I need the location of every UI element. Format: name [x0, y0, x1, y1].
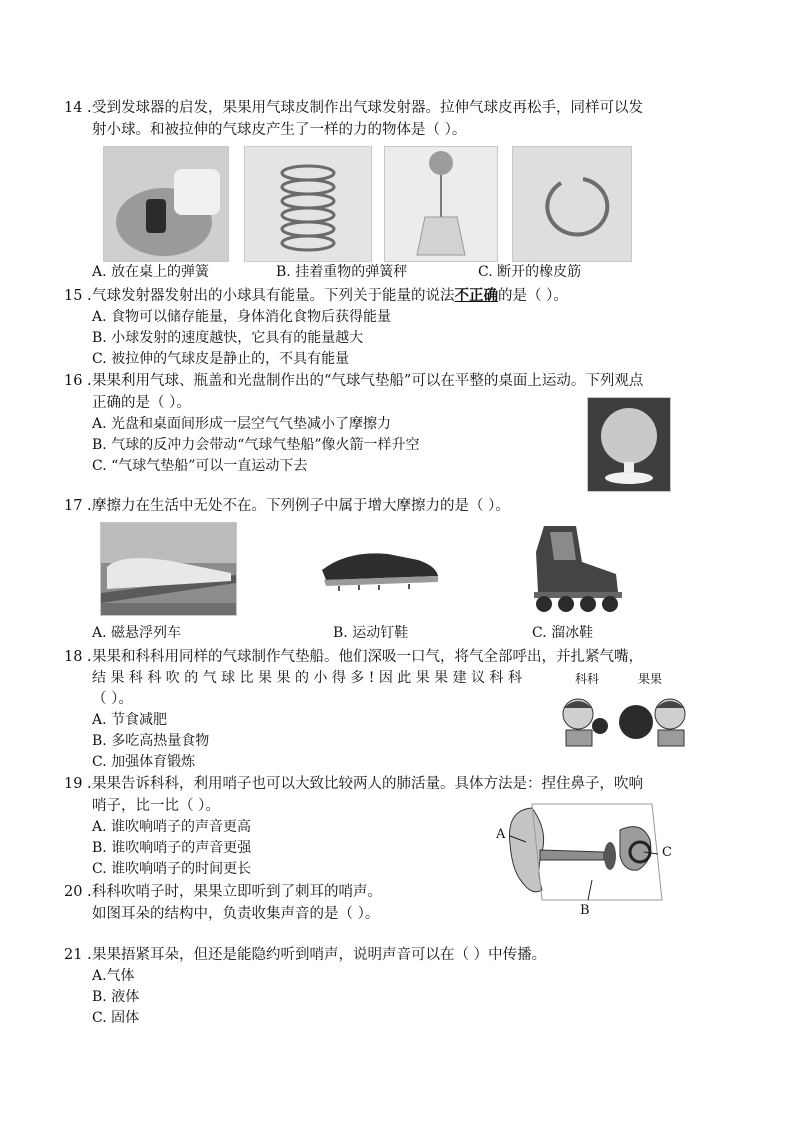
question-text: 科科吹哨子时，果果立即听到了刺耳的哨声。 [92, 884, 382, 900]
option-a[interactable]: A. 谁吹响哨子的声音更高 [92, 819, 252, 835]
question-text-part: 气球发射器发射出的小球具有能量。下列关于能量的说法 [92, 288, 455, 304]
option-b[interactable]: B. 谁吹响哨子的声音更强 [92, 840, 252, 856]
option-c[interactable]: C. 断开的橡皮筋 [478, 264, 582, 280]
question-number: 16 . [64, 373, 92, 389]
emphasis-text: 不正确 [454, 287, 498, 304]
option-c[interactable]: C. 谁吹响哨子的时间更长 [92, 861, 252, 877]
option-c[interactable]: C. 加强体育锻炼 [92, 754, 196, 770]
maglev-train-image [100, 522, 237, 616]
figure-label-left: 科科 [575, 672, 600, 686]
hand-squeezing-image [103, 146, 229, 262]
option-c[interactable]: C. 被拉伸的气球皮是静止的，不具有能量 [92, 351, 350, 367]
question-number: 20 . [64, 884, 92, 900]
option-a[interactable]: A. 磁悬浮列车 [92, 625, 182, 641]
question-text: 如图耳朵的结构中，负责收集声音的是（ ）。 [92, 906, 380, 922]
figure-label-right: 果果 [638, 672, 663, 686]
ear-diagram [492, 800, 678, 920]
question-text: 果果捂紧耳朵，但还是能隐约听到哨声，说明声音可以在（ ）中传播。 [92, 947, 547, 963]
question-text: 果果和科科用同样的气球制作气垫船。他们深吸一口气，将气全部呼出，并扎紧气嘴， [92, 649, 643, 665]
spike-shoe-image [318, 540, 442, 592]
option-b[interactable]: B. 液体 [92, 989, 140, 1005]
question-text: 正确的是（ ）。 [92, 395, 191, 411]
option-a[interactable]: A. 放在桌上的弹簧 [92, 264, 210, 280]
question-text: 果果告诉科科，利用哨子也可以大致比较两人的肺活量。具体方法是：捏住鼻子，吹响 [92, 776, 643, 792]
spring-image [244, 146, 372, 262]
question-number: 14 . [64, 100, 92, 116]
option-a[interactable]: A. 节食减肥 [92, 712, 168, 728]
option-a[interactable]: A. 光盘和桌面间形成一层空气气垫减小了摩擦力 [92, 416, 392, 432]
spring-scale-image [384, 146, 498, 262]
children-balloons-image [558, 692, 696, 748]
option-b[interactable]: B. 挂着重物的弹簧秤 [276, 264, 408, 280]
question-text: 受到发球器的启发，果果用气球皮制作出气球发射器。拉伸气球皮再松手，同样可以发 [92, 100, 643, 116]
balloon-hovercraft-image [587, 397, 671, 492]
question-number: 18 . [64, 649, 92, 665]
question-text: 果果利用气球、瓶盖和光盘制作出的“气球气垫船”可以在平整的桌面上运动。下列观点 [92, 373, 644, 389]
inline-skate-image [520, 522, 628, 614]
rubber-band-image [512, 146, 632, 262]
question-number: 21 . [64, 947, 92, 963]
option-a[interactable]: A.气体 [92, 968, 135, 984]
question-text: （ ）。 [92, 691, 133, 707]
question-text: 结 果 科 科 吹 的 气 球 比 果 果 的 小 得 多 ! 因 此 果 果 建 议 科 科 [92, 670, 522, 686]
option-c[interactable]: C. 溜冰鞋 [532, 625, 594, 641]
question-number: 15 . [64, 288, 92, 304]
option-b[interactable]: B. 多吃高热量食物 [92, 733, 210, 749]
question-text-part: 的是（ ）。 [498, 288, 568, 304]
ear-label-a: A [496, 827, 506, 842]
option-c[interactable]: C. 固体 [92, 1010, 140, 1026]
option-a[interactable]: A. 食物可以储存能量，身体消化食物后获得能量 [92, 309, 392, 325]
ear-label-c: C [662, 845, 672, 860]
option-b[interactable]: B. 气球的反冲力会带动“气球气垫船”像火箭一样升空 [92, 437, 420, 453]
option-c[interactable]: C. “气球气垫船”可以一直运动下去 [92, 458, 308, 474]
option-b[interactable]: B. 小球发射的速度越快，它具有的能量越大 [92, 330, 364, 346]
question-text: 射小球。和被拉伸的气球皮产生了一样的力的物体是（ ）。 [92, 122, 467, 138]
ear-label-b: B [580, 903, 590, 918]
question-number: 19 . [64, 776, 92, 792]
question-text: 哨子，比一比（ ）。 [92, 798, 220, 814]
question-number: 17 . [64, 498, 92, 514]
question-text: 摩擦力在生活中无处不在。下列例子中属于增大摩擦力的是（ ）。 [92, 498, 510, 514]
option-b[interactable]: B. 运动钉鞋 [333, 625, 409, 641]
question-text [92, 286, 568, 306]
